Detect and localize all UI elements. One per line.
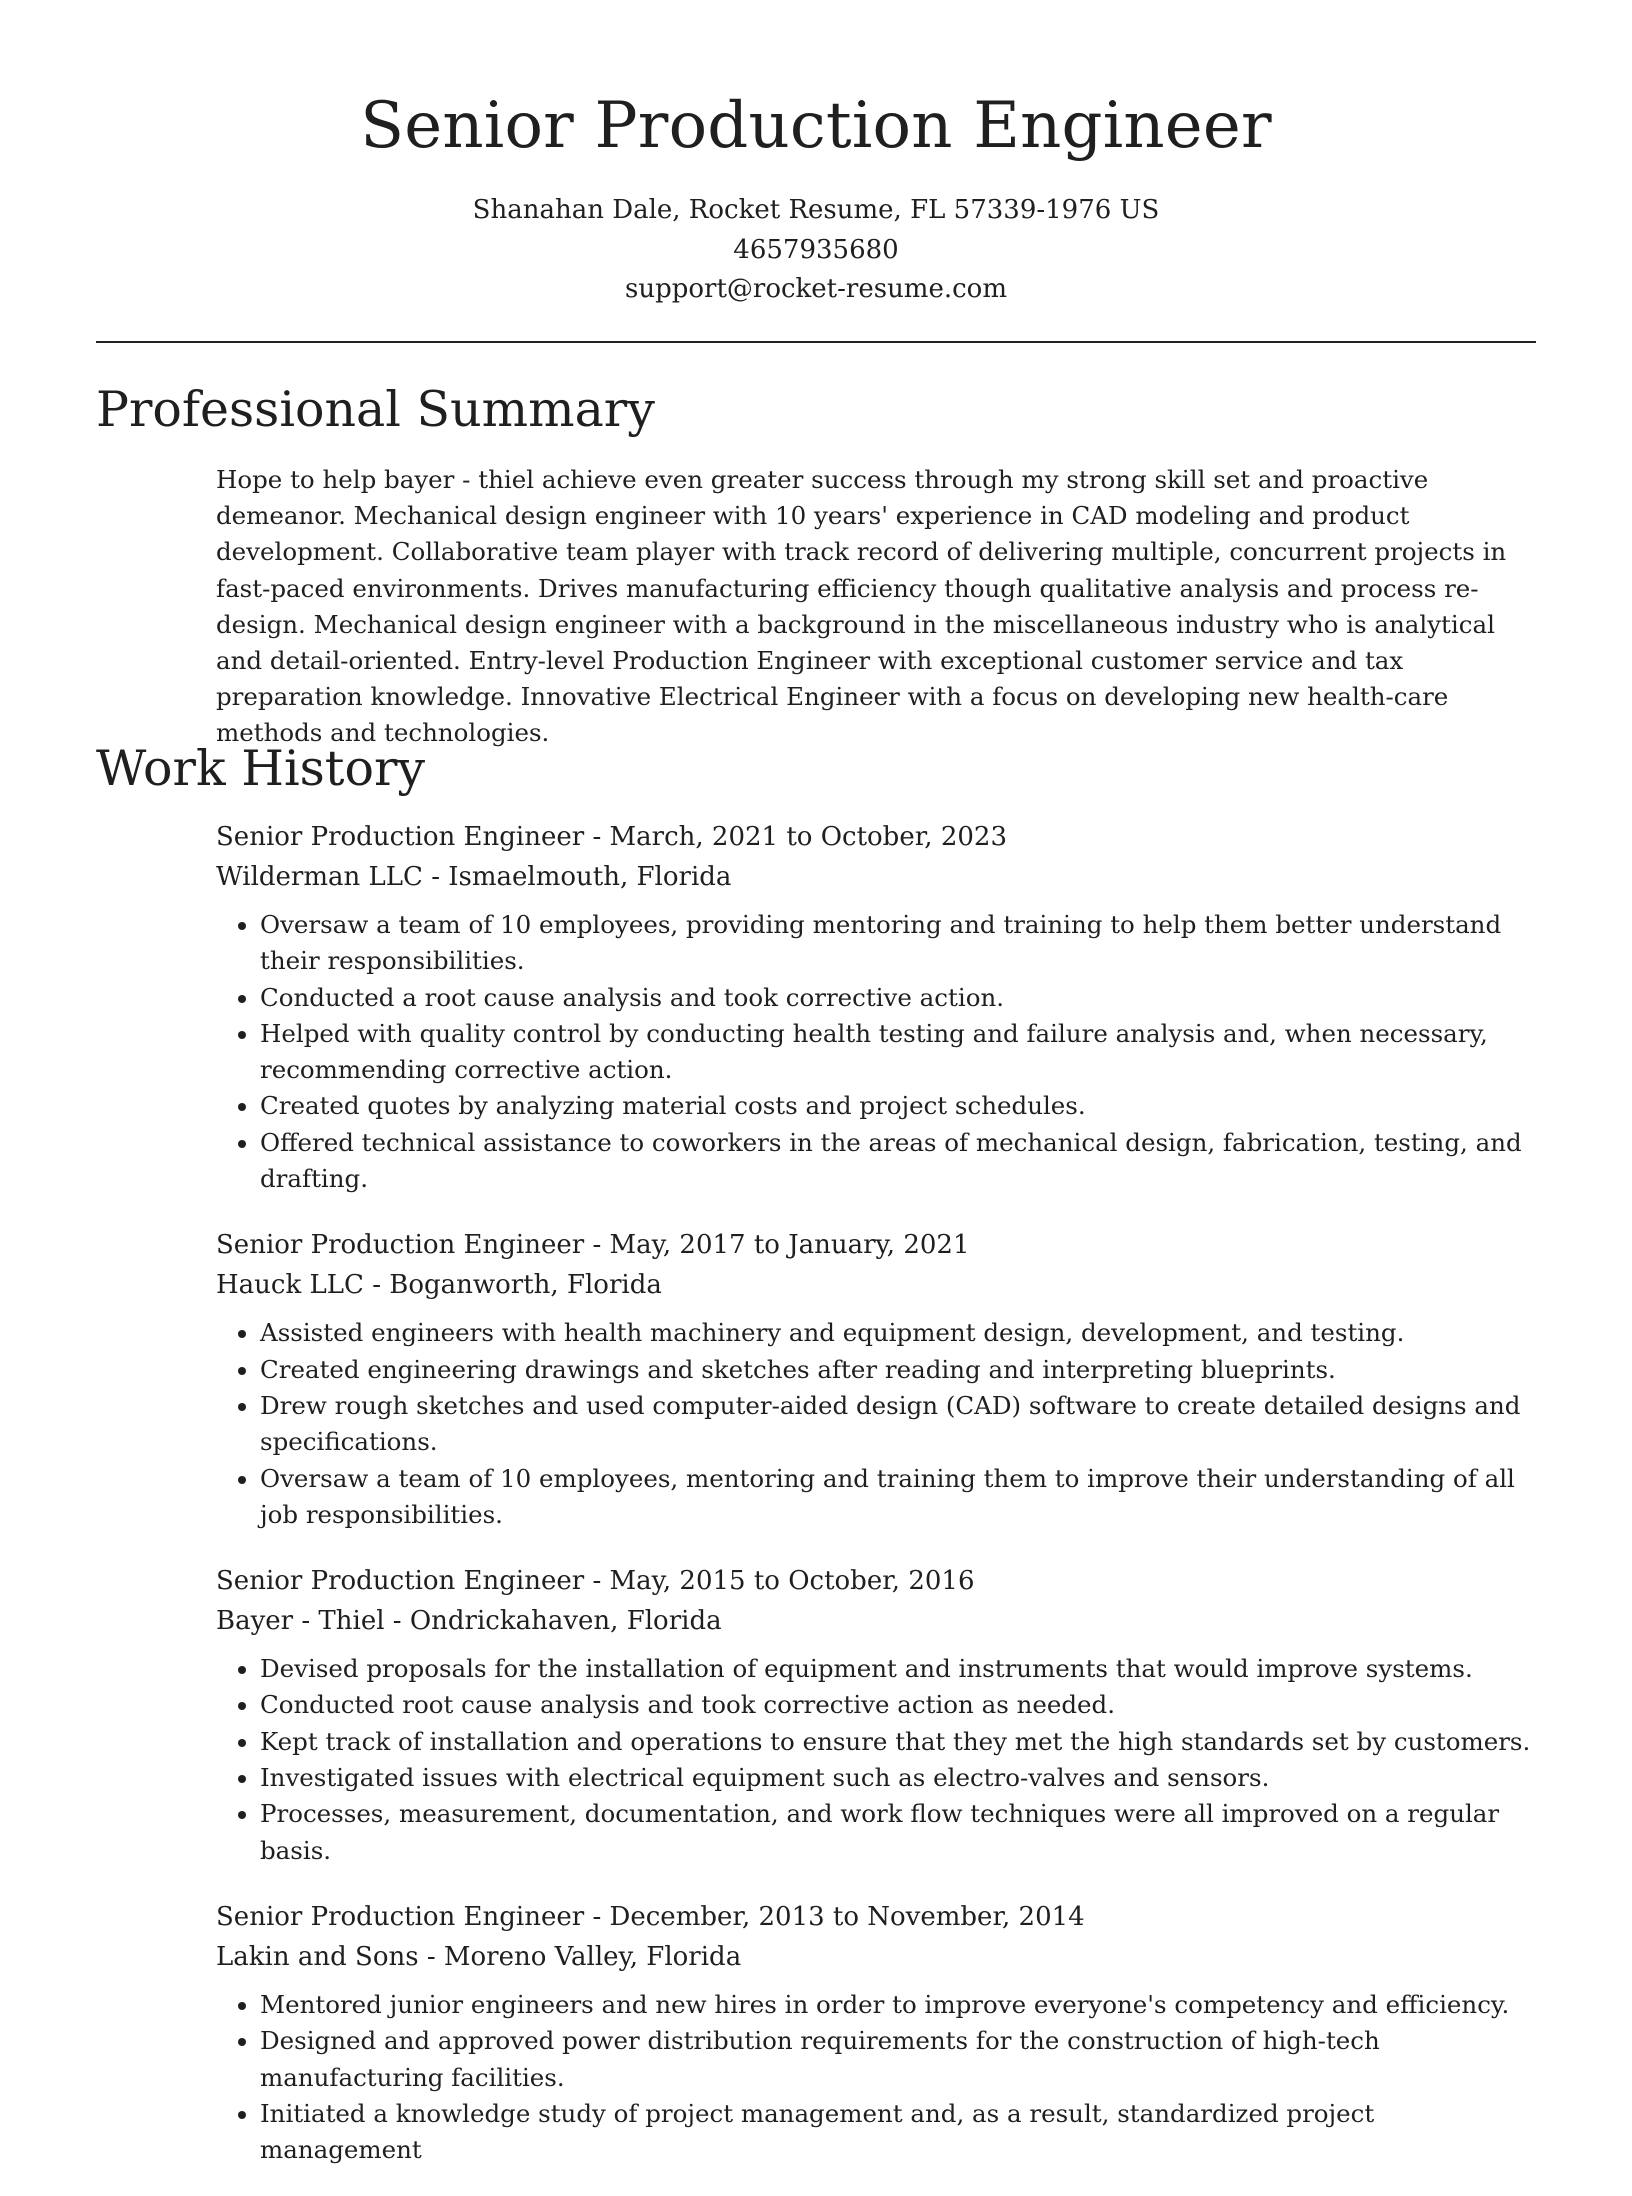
job-dates: - May, 2017 to January, 2021 <box>584 1230 970 1261</box>
job-bullet: • Helped with quality control by conducting health testing and failure analysis and, when necessary, recommending corrective action. <box>260 1016 1536 1089</box>
job-bullet: • Oversaw a team of 10 employees, mentoring and training them to improve their understanding of all job responsibilities. <box>260 1461 1536 1534</box>
contact-address: Shanahan Dale, Rocket Resume, FL 57339-1976 US <box>472 195 1160 225</box>
job-title: Senior Production Engineer <box>216 1230 585 1261</box>
job-company: Wilderman LLC - Ismaelmouth, Florida <box>216 862 732 892</box>
job-bullet: • Conducted a root cause analysis and took corrective action. <box>260 980 1536 1016</box>
job-entry <box>216 817 1536 1197</box>
job-bullet: • Conducted root cause analysis and took corrective action as needed. <box>260 1687 1536 1723</box>
job-entry <box>216 1897 1536 2168</box>
job-bullet: • Investigated issues with electrical equipment such as electro-valves and sensors. <box>260 1760 1536 1796</box>
job-bullet: • Processes, measurement, documentation, and work flow techniques were all improved on a regular basis. <box>260 1796 1536 1869</box>
job-company: Hauck LLC - Boganworth, Florida <box>216 1270 662 1301</box>
job-bullet: • Created quotes by analyzing material costs and project schedules. <box>260 1088 1536 1124</box>
job-entry <box>216 1225 1536 1533</box>
work-history-heading: Work History <box>96 740 426 797</box>
job-title-line <box>216 1225 1536 1265</box>
job-title-line <box>216 1561 1536 1601</box>
job-title: Senior Production Engineer <box>216 1901 585 1932</box>
resume-title: Senior Production Engineer <box>360 89 1272 163</box>
job-dates: - March, 2021 to October, 2023 <box>584 822 1007 852</box>
job-bullet: • Offered technical assistance to coworkers in the areas of mechanical design, fabrication, testing, and drafting. <box>260 1125 1536 1198</box>
contact-email: support@rocket-resume.com <box>624 274 1007 304</box>
job-bullet: • Drew rough sketches and used computer-aided design (CAD) software to create detailed designs and specifications. <box>260 1388 1536 1461</box>
job-entry <box>216 1561 1536 1869</box>
job-title-line <box>216 1897 1536 1937</box>
job-bullet: • Initiated a knowledge study of project management and, as a result, standardized project management <box>260 2096 1536 2169</box>
job-bullet: • Mentored junior engineers and new hires in order to improve everyone's competency and efficiency. <box>260 1987 1536 2023</box>
job-bullet: • Kept track of installation and operations to ensure that they met the high standards set by customers. <box>260 1724 1536 1760</box>
job-dates: - December, 2013 to November, 2014 <box>584 1901 1085 1932</box>
job-bullet: • Assisted engineers with health machinery and equipment design, development, and testing. <box>260 1315 1536 1351</box>
job-bullets <box>216 1987 1536 2168</box>
job-bullet: • Created engineering drawings and sketches after reading and interpreting blueprints. <box>260 1352 1536 1388</box>
job-bullets <box>216 907 1536 1197</box>
contact-phone: 4657935680 <box>733 234 899 265</box>
job-dates: - May, 2015 to October, 2016 <box>584 1566 975 1597</box>
summary-heading: Professional Summary <box>96 381 655 438</box>
summary-text: Hope to help bayer - thiel achieve even greater success through my strong skill set and proactive demeanor. Mechanical design engineer with 10 years' experience in CAD modeling and product development. Collaborative team player with track record of delivering multiple, concurrent projects in fast-paced environments. Drives manufacturing efficiency though qualitative analysis and process re-design. Mechanical design engineer with a background in the miscellaneous industry who is analytical and detail-oriented. Entry-level Production Engineer with exceptional customer service and tax preparation knowledge. Innovative Electrical Engineer with a focus on developing new health-care methods and technologies. <box>216 465 1507 748</box>
job-title-line <box>216 817 1536 857</box>
job-bullet: • Oversaw a team of 10 employees, providing mentoring and training to help them better understand their responsibilities. <box>260 907 1536 980</box>
job-title: Senior Production Engineer <box>216 822 585 852</box>
job-company: Lakin and Sons - Moreno Valley, Florida <box>216 1941 742 1972</box>
header-divider <box>96 341 1536 343</box>
job-bullets <box>216 1315 1536 1533</box>
job-bullet: • Devised proposals for the installation of equipment and instruments that would improve systems. <box>260 1651 1536 1687</box>
job-title: Senior Production Engineer <box>216 1566 585 1597</box>
job-bullets <box>216 1651 1536 1869</box>
work-history-list <box>216 817 1536 2196</box>
job-company: Bayer - Thiel - Ondrickahaven, Florida <box>216 1606 722 1637</box>
contact-block <box>0 191 1632 310</box>
job-bullet: • Designed and approved power distribution requirements for the construction of high-tech manufacturing facilities. <box>260 2023 1536 2096</box>
